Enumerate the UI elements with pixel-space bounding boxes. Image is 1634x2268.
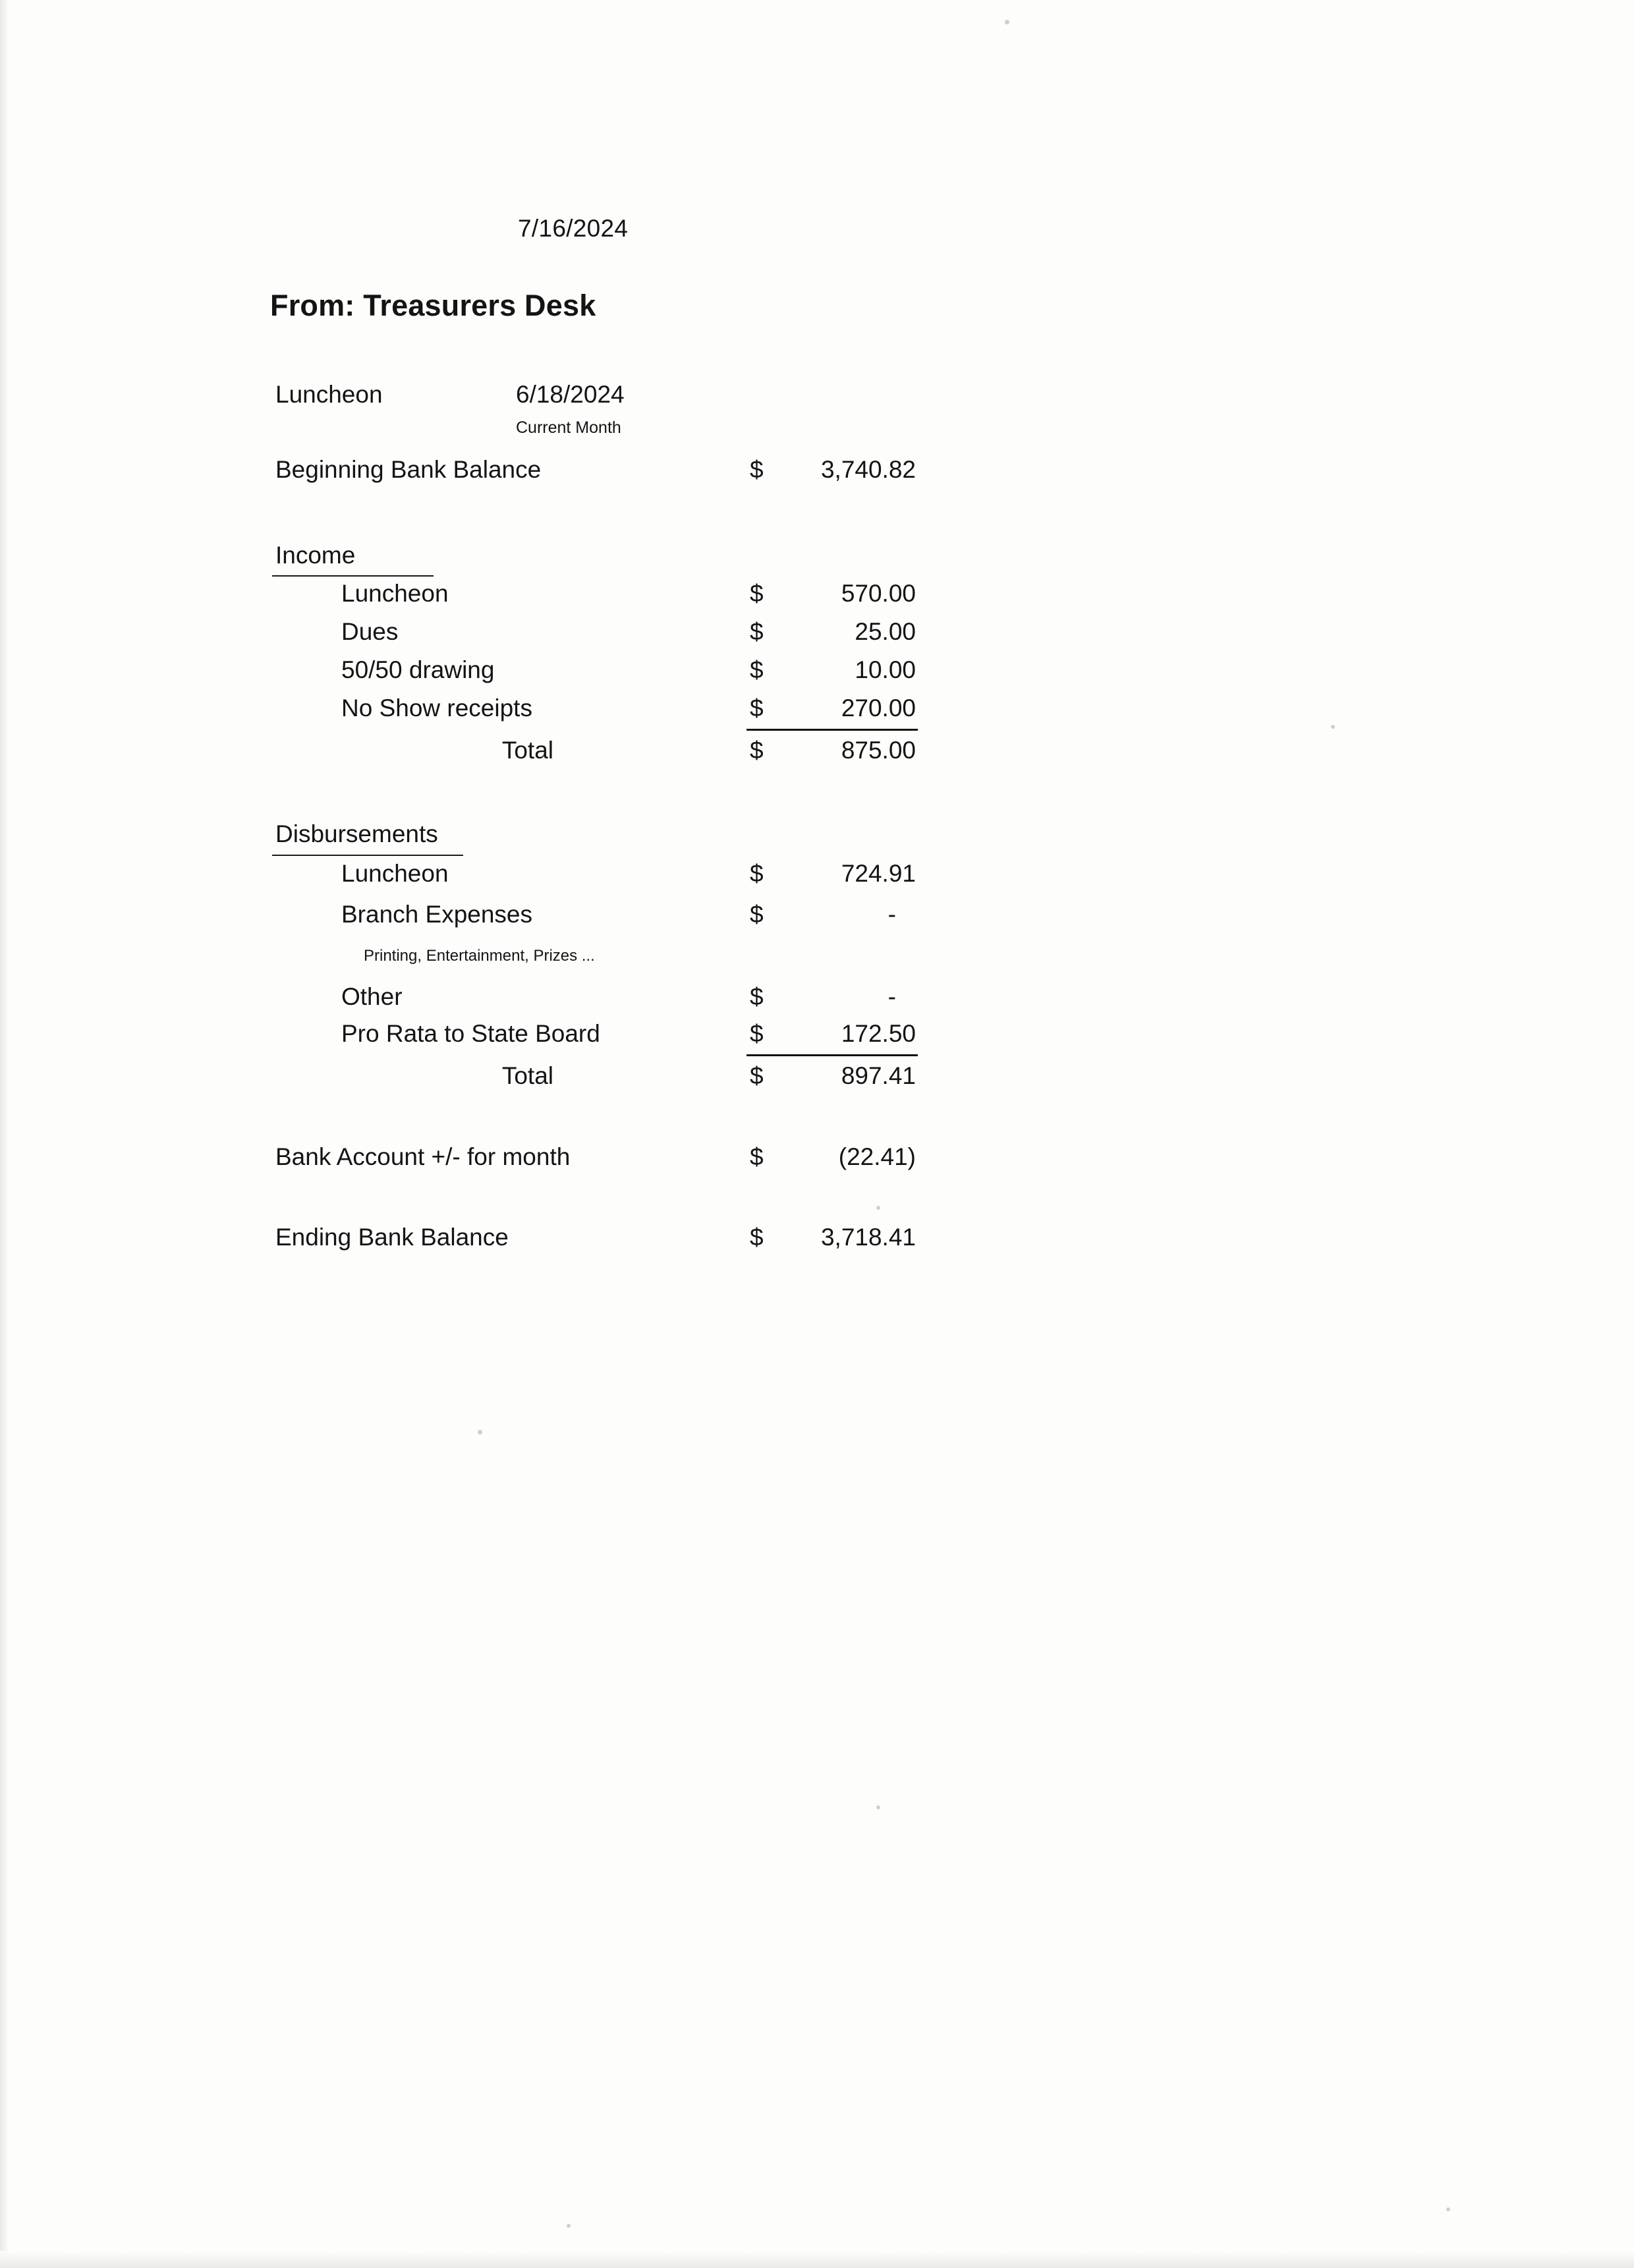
disbursements-heading-underline <box>272 855 463 856</box>
ending-balance-currency: $ <box>750 1224 764 1251</box>
disbursement-row-currency: $ <box>750 1020 764 1047</box>
income-row-amount: 270.00 <box>841 695 916 722</box>
meeting-label: Luncheon <box>275 381 383 408</box>
disbursements-total-label: Total <box>501 1062 553 1089</box>
income-row-currency: $ <box>750 580 764 607</box>
disbursement-row-label: Branch Expenses <box>341 901 533 928</box>
disbursement-row-currency: $ <box>750 901 764 928</box>
disbursement-row-amount: - <box>887 983 896 1010</box>
document-date: 7/16/2024 <box>518 215 629 242</box>
beginning-balance-amount: 3,740.82 <box>820 456 916 483</box>
net-change-currency: $ <box>750 1143 764 1170</box>
income-row-currency: $ <box>750 656 764 683</box>
disbursement-row-label: Pro Rata to State Board <box>341 1020 600 1047</box>
net-change-label: Bank Account +/- for month <box>275 1143 571 1170</box>
disbursements-subtotal-rule <box>747 1054 918 1056</box>
beginning-balance-label: Beginning Bank Balance <box>275 456 542 483</box>
disbursements-total-currency: $ <box>750 1062 764 1089</box>
income-heading: Income <box>275 542 356 569</box>
disbursement-row-label: Luncheon <box>341 860 449 887</box>
disbursement-row-label: Other <box>341 983 403 1010</box>
income-row-currency: $ <box>750 618 764 645</box>
ending-balance-amount: 3,718.41 <box>820 1224 916 1251</box>
income-total-label: Total <box>501 737 553 764</box>
income-total-amount: 875.00 <box>841 737 916 764</box>
meeting-date: 6/18/2024 <box>516 381 625 408</box>
disbursement-row-currency: $ <box>750 860 764 887</box>
income-total-currency: $ <box>750 737 764 764</box>
disbursements-heading: Disbursements <box>275 820 438 847</box>
income-row-amount: 570.00 <box>841 580 916 607</box>
disbursement-row-amount: 724.91 <box>841 860 916 887</box>
income-row-amount: 10.00 <box>855 656 916 683</box>
income-row-currency: $ <box>750 695 764 722</box>
income-subtotal-rule <box>747 729 918 731</box>
income-row-amount: 25.00 <box>855 618 916 645</box>
beginning-balance-currency: $ <box>750 456 764 483</box>
disbursement-row-amount: 172.50 <box>841 1020 916 1047</box>
ending-balance-label: Ending Bank Balance <box>275 1224 509 1251</box>
period-label: Current Month <box>516 418 621 437</box>
income-heading-underline <box>272 575 434 577</box>
net-change-amount: (22.41) <box>838 1143 916 1170</box>
branch-expenses-note: Printing, Entertainment, Prizes ... <box>364 947 595 965</box>
disbursement-row-amount: - <box>887 901 896 928</box>
income-row-label: No Show receipts <box>341 695 532 722</box>
income-row-label: 50/50 drawing <box>341 656 495 683</box>
disbursements-total-amount: 897.41 <box>841 1062 916 1089</box>
income-row-label: Luncheon <box>341 580 449 607</box>
page-title: From: Treasurers Desk <box>270 289 596 322</box>
disbursement-row-currency: $ <box>750 983 764 1010</box>
income-row-label: Dues <box>341 618 399 645</box>
